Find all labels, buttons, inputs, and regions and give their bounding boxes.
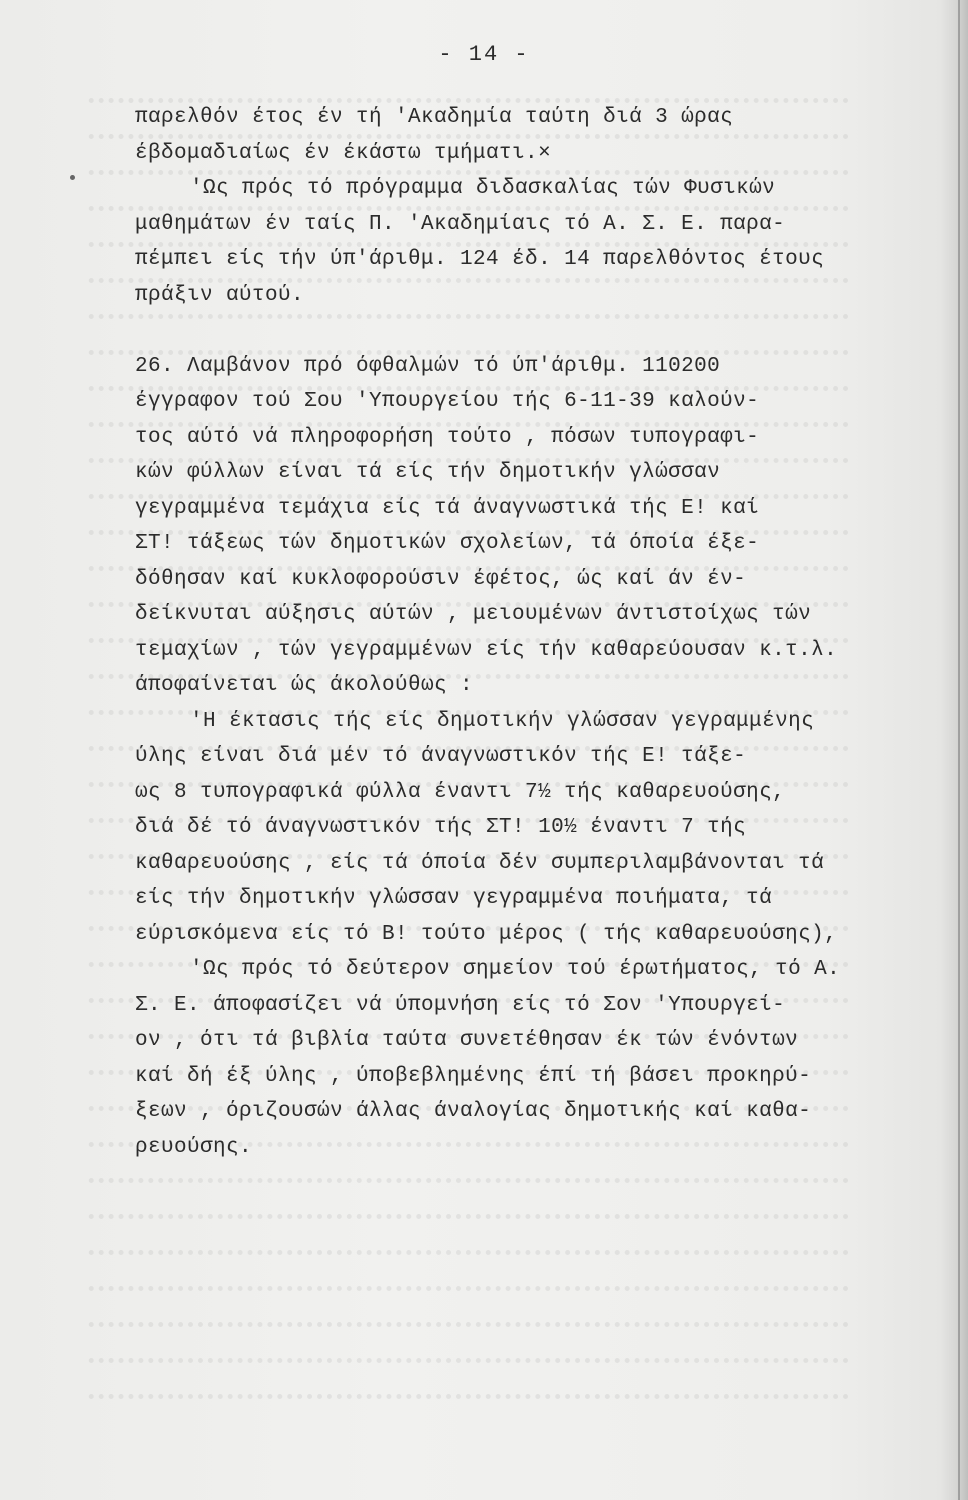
paper-speck (70, 175, 75, 180)
text-line: άποφαίνεται ώς άκολούθως : (135, 674, 474, 697)
typewritten-text-body (135, 100, 960, 1165)
text-line: έβδομαδιαίως έν έκάστω τμήματι.× (135, 141, 552, 165)
page-number: - 14 - (438, 42, 530, 67)
text-line: ύλης είναι διά μέν τό άναγνωστικόν τής Ε! τάξε- (135, 745, 747, 768)
text-line: διά δέ τό άναγνωστικόν τής ΣΤ! 10½ έναντι 7 τής (135, 816, 747, 839)
text-line: ως 8 τυπογραφικά φύλλα έναντι 7½ τής καθαρευούσης, (135, 780, 786, 804)
text-line: δείκνυται αύξησις αύτών , μειουμένων άντιστοίχως τών (135, 603, 812, 626)
text-line: τεμαχίων , τών γεγραμμένων είς τήν καθαρεύουσαν κ.τ.λ. (135, 638, 838, 662)
text-line (170, 313, 960, 349)
text-line: κών φύλλων είναι τά είς τήν δημοτικήν γλώσσαν (135, 461, 721, 484)
text-line: καθαρευούσης , είς τά όποία δέν συμπεριλαμβάνονται τά (135, 851, 825, 875)
text-line: μαθημάτων έν ταίς Π. 'Ακαδημίαις τό Α. Σ. Ε. παρα- (135, 212, 786, 236)
text-line: παρελθόν έτος έν τή 'Ακαδημία ταύτη διά 3 ώρας (135, 106, 734, 129)
text-line: γεγραμμένα τεμάχια είς τά άναγνωστικά τής Ε! καί (135, 496, 760, 520)
text-line: 26. Λαμβάνον πρό όφθαλμών τό ύπ'άριθμ. 110200 (135, 354, 721, 378)
text-line: 'Ως πρός τό πρόγραμμα διδασκαλίας τών Φυσικών (190, 177, 776, 200)
text-line: πέμπει είς τήν ύπ'άριθμ. 124 έδ. 14 παρελθόντος έτους (135, 248, 825, 271)
text-line: εύρισκόμενα είς τό Β! τούτο μέρος ( τής καθαρευούσης), (135, 922, 838, 946)
text-line: ΣΤ! τάξεως τών δημοτικών σχολείων, τά όποία έξε- (135, 532, 760, 555)
text-line: ρευούσης. (135, 1135, 253, 1159)
text-line: καί δή έξ ύλης , ύποβεβλημένης έπί τή βάσει προκηρύ- (135, 1064, 812, 1088)
text-line: έγγραφον τού Σου 'Υπουργείου τής 6-11-39 καλούν- (135, 390, 760, 413)
text-line: 'Ως πρός τό δεύτερον σημείον τού έρωτήματος, τό Α. (190, 958, 841, 981)
text-line: πράξιν αύτού. (135, 283, 305, 307)
text-line: ον , ότι τά βιβλία ταύτα συνετέθησαν έκ τών ένόντων (135, 1029, 799, 1052)
text-line: τος αύτό νά πληροφορήση τούτο , πόσων τυπογραφι- (135, 425, 760, 449)
text-line: 'Η έκτασις τής είς δημοτικήν γλώσσαν γεγραμμένης (190, 709, 815, 733)
text-line: ξεων , όριζουσών άλλας άναλογίας δημοτικής καί καθα- (135, 1100, 812, 1123)
text-line: δόθησαν καί κυκλοφορούσιν έφέτος, ώς καί άν έν- (135, 567, 747, 591)
text-line: είς τήν δημοτικήν γλώσσαν γεγραμμένα ποιήματα, τά (135, 887, 773, 910)
text-line: Σ. Ε. άποφασίζει νά ύπομνήση είς τό Σον 'Υπουργεί- (135, 993, 786, 1017)
